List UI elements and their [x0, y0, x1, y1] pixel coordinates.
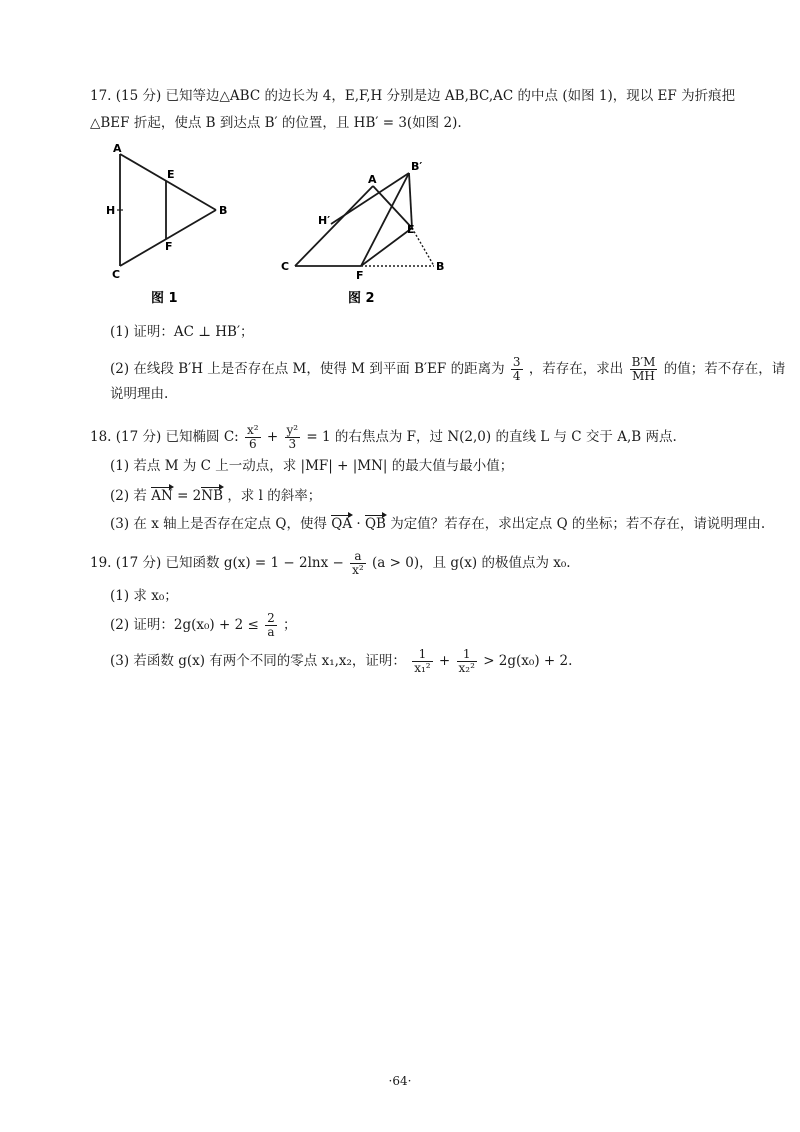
- q18-part3-dot: ·: [356, 516, 361, 532]
- frac-numerator: y²: [286, 423, 299, 437]
- q19-part3-frac1: [412, 648, 432, 675]
- fig1-label-e: E: [167, 168, 175, 181]
- q19-part1: (1) 求 x₀；: [110, 588, 178, 604]
- fig2-label-b: B: [436, 260, 445, 273]
- q18-part2-text-a: (2) 若: [110, 488, 147, 504]
- fig1-edge-ab: [120, 154, 216, 210]
- q17-part2-text-b: ，若存在，求出: [528, 361, 624, 377]
- frac-denominator: x₁²: [414, 661, 431, 675]
- vector-qa: QA: [331, 516, 353, 532]
- q17-part2-line2: 说明理由.: [110, 386, 169, 402]
- q18-plus: +: [266, 429, 279, 445]
- q17-stem-line1: 17. (15 分) 已知等边△ABC 的边长为 4，E,F,H 分别是边 AB,BC,AC 的中点 (如图 1)，现以 EF 为折痕把: [90, 88, 736, 104]
- q19-frac-a-over-x2: [350, 550, 366, 577]
- q17-part2-text-c: 的值；若不存在，请: [663, 361, 786, 377]
- q19-part2-text-a: (2) 证明：2g(x₀) + 2 ≤: [110, 617, 259, 633]
- q19-part3-frac2: [457, 648, 477, 675]
- fig2-label-h1: H′: [318, 214, 331, 227]
- fig2-edge-ca: [295, 186, 373, 266]
- q18-stem: [90, 422, 677, 452]
- fig2-label-c: C: [281, 260, 290, 273]
- page-number: ·64·: [388, 1074, 412, 1088]
- q19-stem: [90, 548, 571, 578]
- frac-numerator: 1: [457, 648, 477, 662]
- q19-part2-text-b: ；: [283, 617, 297, 633]
- frac-numerator: 3: [512, 355, 521, 369]
- fig2-edge-fe: [361, 228, 412, 266]
- fig1-label-f: F: [165, 240, 173, 253]
- q18-frac-x: [245, 424, 261, 451]
- q18-stem-text-a: 18. (17 分) 已知椭圆 C:: [90, 429, 239, 445]
- q19-part3-plus: +: [438, 653, 451, 669]
- fig1-caption: 图 1: [151, 291, 178, 306]
- q19-part3-text-b: > 2g(x₀) + 2.: [483, 653, 573, 669]
- frac-denominator: a: [267, 625, 275, 639]
- frac-denominator: x₂²: [458, 661, 475, 675]
- figure-2: [281, 160, 444, 306]
- vector-qb: QB: [364, 516, 386, 532]
- q17-stem-line2: △BEF 折起，使点 B 到达点 B′ 的位置，且 HB′ = 3(如图 2).: [90, 115, 462, 131]
- q17-part2-text-a: (2) 在线段 B′H 上是否存在点 M，使得 M 到平面 B′EF 的距离为: [110, 361, 505, 377]
- fig2-caption: 图 2: [348, 291, 375, 306]
- frac-denominator: 3: [288, 437, 297, 451]
- q19-part2: [110, 610, 297, 640]
- q18-part2-mid: = 2: [177, 488, 202, 504]
- vector-nb: NB: [201, 488, 224, 504]
- vector-an: AN: [151, 488, 173, 504]
- frac-denominator: 6: [249, 437, 257, 451]
- fig2-label-e: E: [407, 223, 415, 236]
- q19-part2-frac: [265, 612, 277, 639]
- frac-numerator: B′M: [631, 355, 656, 369]
- frac-numerator: a: [350, 550, 366, 564]
- q17-part2-frac-distance: [511, 356, 523, 383]
- figure-1: [106, 142, 227, 306]
- q17-part1: (1) 证明：AC ⊥ HB′；: [110, 324, 254, 340]
- fig1-label-a: A: [113, 142, 122, 155]
- fig2-label-f: F: [356, 269, 364, 282]
- q18-stem-text-b: = 1 的右焦点为 F，过 N(2,0) 的直线 L 与 C 交于 A,B 两点.: [306, 429, 677, 445]
- q18-part3: [110, 514, 765, 534]
- q17-figures-svg: [96, 138, 476, 318]
- q18-frac-y: [285, 424, 301, 451]
- q19-stem-text-b: (a > 0)，且 g(x) 的极值点为 x₀.: [372, 555, 571, 571]
- q17-part2-frac-ratio: [630, 356, 658, 383]
- q18-part3-text-b: 为定值？若存在，求出定点 Q 的坐标；若不存在，请说明理由.: [390, 516, 766, 532]
- q18-part2: [110, 486, 321, 506]
- q18-part3-text-a: (3) 在 x 轴上是否存在定点 Q，使得: [110, 516, 327, 532]
- q19-stem-text-a: 19. (17 分) 已知函数 g(x) = 1 − 2lnx −: [90, 555, 344, 571]
- fig2-label-b1: B′: [411, 160, 423, 173]
- q17-figures: [96, 138, 476, 318]
- fig1-label-c: C: [112, 268, 121, 281]
- q19-part3: [110, 644, 572, 678]
- frac-numerator: 1: [412, 648, 432, 662]
- fig1-label-h: H: [106, 204, 116, 217]
- frac-numerator: 2: [267, 611, 275, 625]
- q18-part1: (1) 若点 M 为 C 上一动点，求 |MF| + |MN| 的最大值与最小值；: [110, 458, 514, 474]
- frac-numerator: x²: [247, 423, 259, 437]
- q18-part2-text-b: ，求 l 的斜率；: [227, 488, 322, 504]
- fig2-dashed-eb: [412, 228, 434, 266]
- fig1-edge-cb: [120, 210, 216, 266]
- frac-denominator: x²: [352, 563, 364, 577]
- q17-part2: [110, 354, 785, 384]
- fig2-label-a: A: [368, 173, 377, 186]
- q19-part3-text-a: (3) 若函数 g(x) 有两个不同的零点 x₁,x₂，证明：: [110, 653, 406, 669]
- frac-denominator: 4: [512, 369, 521, 383]
- frac-denominator: MH: [632, 369, 655, 383]
- fig1-label-b: B: [219, 204, 228, 217]
- fig2-edge-fb1: [361, 173, 409, 266]
